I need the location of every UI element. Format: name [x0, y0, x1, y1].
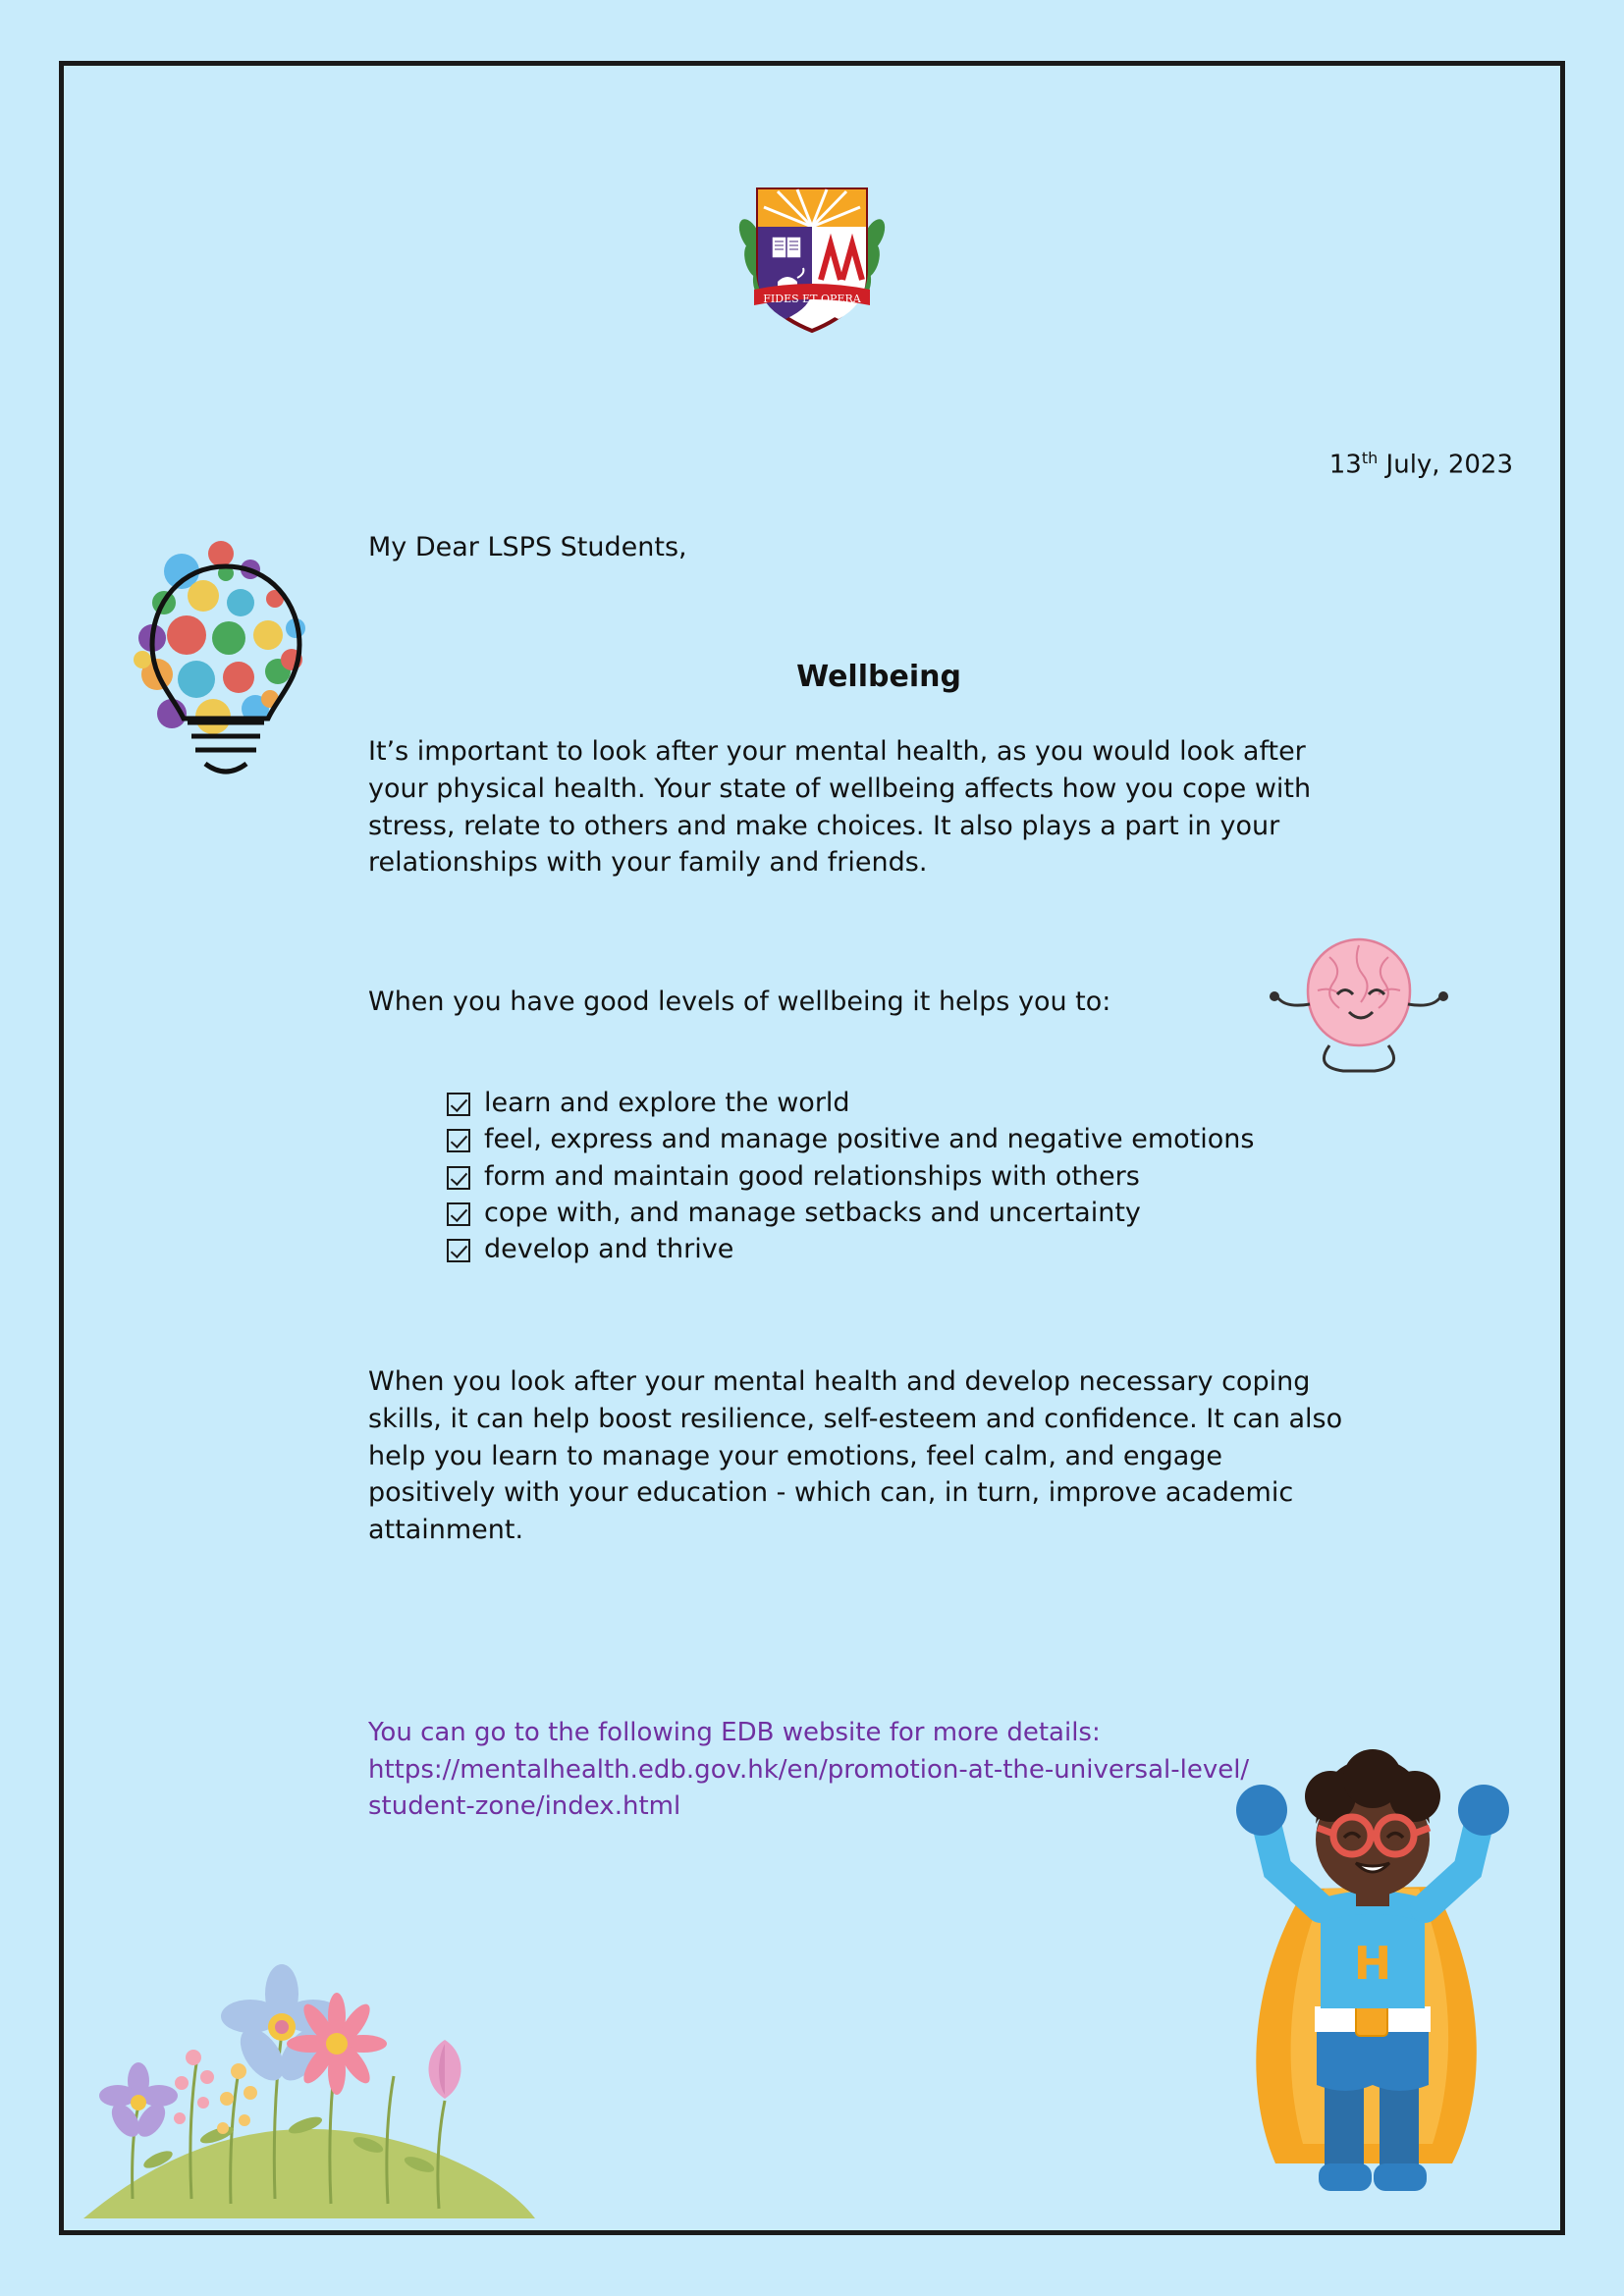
paragraph-outcomes: When you look after your mental health and develop necessary coping skills, it can help boost resilience, self-esteem and confidence. It can also help you learn to manage your emotions, feel calm, and engage positively with your education - which can, in turn, improve academic attainment.: [368, 1366, 1343, 1546]
letter-date: [1329, 449, 1513, 480]
checkbox-checked-icon: [447, 1202, 470, 1226]
list-item: [447, 1233, 1254, 1266]
list-item-label: develop and thrive: [484, 1234, 734, 1265]
edb-link-block: [368, 1715, 1252, 1826]
list-item: [447, 1197, 1254, 1230]
checkbox-checked-icon: [447, 1239, 470, 1262]
checkbox-checked-icon: [447, 1166, 470, 1190]
date-ordinal: th: [1361, 449, 1379, 467]
list-item-label: learn and explore the world: [484, 1088, 850, 1118]
list-item: [447, 1123, 1254, 1156]
list-item-label: feel, express and manage positive and negative emotions: [484, 1124, 1255, 1155]
superhero-kid-icon: [1207, 1702, 1531, 2213]
list-item: [447, 1087, 1254, 1120]
checkbox-checked-icon: [447, 1129, 470, 1152]
edb-website-link[interactable]: https://mentalhealth.edb.gov.hk/en/promotion-at-the-universal-level/student-zone/index.html: [368, 1754, 1250, 1822]
paragraph-list-lead: When you have good levels of wellbeing it helps you to:: [368, 987, 1111, 1017]
list-item-label: cope with, and manage setbacks and uncertainty: [484, 1197, 1141, 1228]
page-title: Wellbeing: [796, 660, 961, 694]
link-intro-text: You can go to the following EDB website for more details:: [368, 1718, 1101, 1747]
salutation: My Dear LSPS Students,: [368, 532, 687, 562]
svg-text:FIDES ET OPERA: FIDES ET OPERA: [763, 293, 861, 305]
date-day: 13: [1328, 450, 1362, 480]
list-item: [447, 1160, 1254, 1194]
paragraph-intro: It’s important to look after your mental health, as you would look after your physical health. Your state of wellbeing affects how you cope with stress, relate to others and make choices. It also plays a part in your relationships with your family and friends.: [368, 736, 1312, 879]
svg-text:H: H: [1353, 1937, 1392, 1990]
letter-frame: [59, 61, 1565, 2235]
school-crest-icon: [729, 142, 895, 339]
list-item-label: form and maintain good relationships with others: [484, 1160, 1140, 1192]
colorful-lightbulb-icon: [113, 512, 339, 807]
benefits-checklist: [447, 1087, 1254, 1269]
meditating-brain-icon: [1231, 930, 1487, 1096]
checkbox-checked-icon: [447, 1093, 470, 1116]
date-month-year: July, 2023: [1378, 450, 1513, 480]
flower-garden-icon: [74, 1875, 584, 2218]
